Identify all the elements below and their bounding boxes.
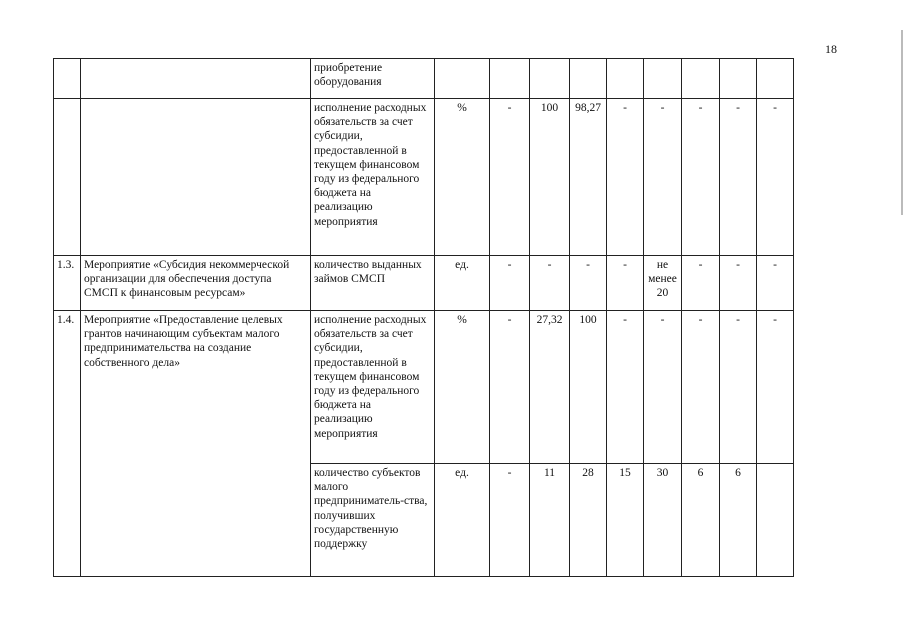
scan-edge (901, 30, 903, 215)
value-cell: - (530, 256, 570, 311)
value-cell: - (490, 99, 530, 256)
value-cell: 30 (644, 464, 682, 577)
value-cell: - (757, 311, 794, 464)
value-cell: 27,32 (530, 311, 570, 464)
value-cell: - (490, 464, 530, 577)
value-cell: - (607, 99, 644, 256)
value-cell: 28 (570, 464, 607, 577)
value-cell: - (644, 99, 682, 256)
table-row (54, 311, 794, 464)
value-cell: - (644, 311, 682, 464)
unit (435, 59, 490, 99)
value-cell: - (720, 311, 757, 464)
value-cell (570, 59, 607, 99)
value-cell: - (757, 256, 794, 311)
value-cell: 15 (607, 464, 644, 577)
value-cell: - (720, 99, 757, 256)
value-cell: 100 (530, 99, 570, 256)
value-cell: 100 (570, 311, 607, 464)
unit: % (435, 311, 490, 464)
row-number: 1.3. (54, 256, 81, 311)
value-cell (490, 59, 530, 99)
row-number (54, 99, 81, 256)
page-number: 18 (825, 42, 837, 56)
table-row (54, 99, 794, 256)
row-number: 1.4. (54, 311, 81, 577)
event-name: Мероприятие «Субсидия некоммерческой организации для обеспечения доступа СМСП к финансовым ресурсам» (81, 256, 311, 311)
value-cell: 6 (682, 464, 720, 577)
value-cell: 98,27 (570, 99, 607, 256)
unit: ед. (435, 464, 490, 577)
indicator-name: приобретение оборудования (311, 59, 435, 99)
value-cell: - (682, 256, 720, 311)
value-cell: - (682, 99, 720, 256)
value-cell (530, 59, 570, 99)
indicators-table (53, 58, 794, 577)
event-name (81, 99, 311, 256)
event-name: Мероприятие «Предоставление целевых грантов начинающим субъектам малого предпринимательства на создание собственного дела» (81, 311, 311, 577)
indicator-name: количество субъектов малого предприниматель-ства, получивших государственную поддержку (311, 464, 435, 577)
unit: ед. (435, 256, 490, 311)
event-name (81, 59, 311, 99)
indicator-name: количество выданных займов СМСП (311, 256, 435, 311)
value-cell: - (607, 311, 644, 464)
value-cell: 6 (720, 464, 757, 577)
value-cell (682, 59, 720, 99)
value-cell: - (682, 311, 720, 464)
value-cell: - (720, 256, 757, 311)
indicator-name: исполнение расходных обязательств за счет субсидии, предоставленной в текущем финансовом году из федерального бюджета на реализацию мероприятия (311, 311, 435, 464)
value-cell (757, 59, 794, 99)
value-cell: - (490, 256, 530, 311)
value-cell (607, 59, 644, 99)
indicator-name: исполнение расходных обязательств за счет субсидии, предоставленной в текущем финансовом году из федерального бюджета на реализацию мероприятия (311, 99, 435, 256)
value-cell: - (490, 311, 530, 464)
value-cell: 11 (530, 464, 570, 577)
unit: % (435, 99, 490, 256)
value-cell: - (570, 256, 607, 311)
row-number (54, 59, 81, 99)
table-row (54, 59, 794, 99)
value-cell: - (607, 256, 644, 311)
value-cell (720, 59, 757, 99)
value-cell: не менее 20 (644, 256, 682, 311)
value-cell (644, 59, 682, 99)
value-cell: - (757, 99, 794, 256)
value-cell (757, 464, 794, 577)
table-row (54, 256, 794, 311)
